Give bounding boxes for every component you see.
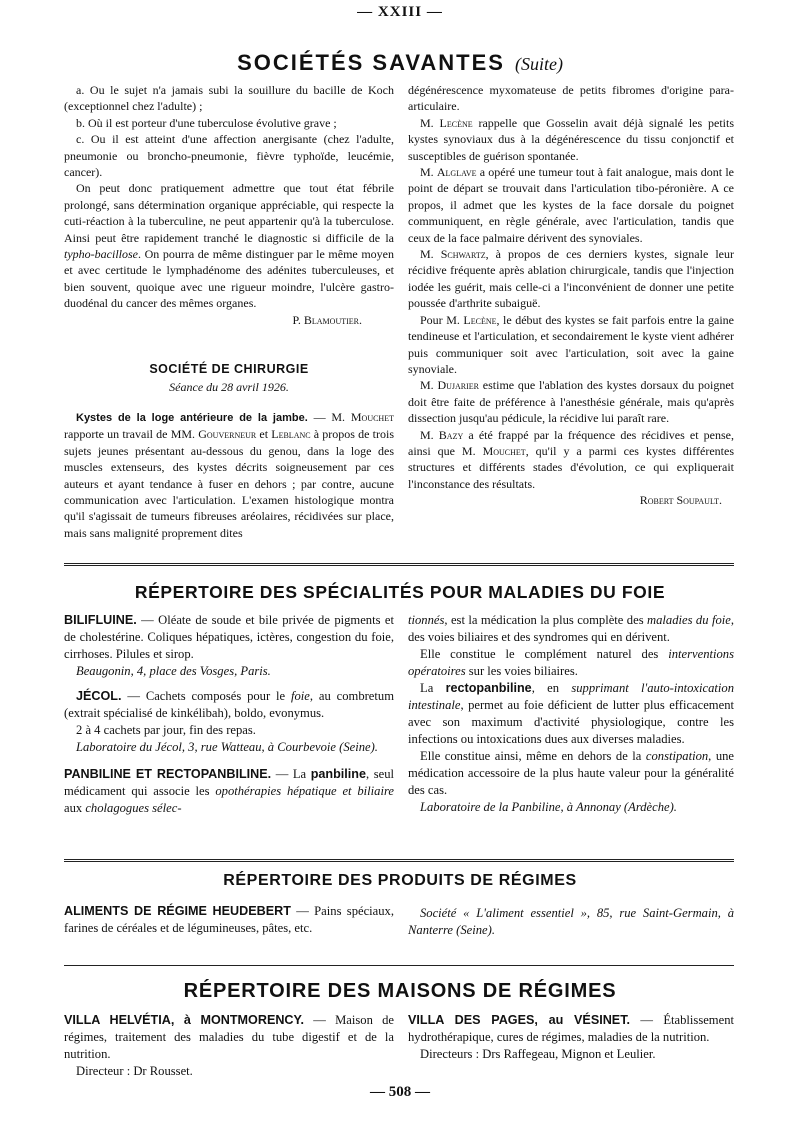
person-name: Mouchet xyxy=(350,410,394,424)
societes-title: SOCIÉTÉS SAVANTES xyxy=(237,50,505,75)
heudebert-address-block xyxy=(408,905,734,939)
text-run: — Pains spéciaux, farines de céréales et de légumineuses, pâtes, etc. xyxy=(64,904,394,935)
societes-suite: (Suite) xyxy=(514,54,563,74)
text-run: On peut donc pratiquement admettre que tout état fébrile prolongé, sans détermination organique appréciable, qui respecte la cuti-réaction à la tuberculine, ne peut appartenir qu'à la tuberculose. Ainsi peut être rapidement tranché le diagnostic si difficile de la xyxy=(64,181,394,245)
text-run: — Établissement hydrothérapique, cures de régimes, maladies de la nutrition. xyxy=(408,1013,734,1044)
bazy-paragraph xyxy=(408,427,734,493)
text-run: et xyxy=(256,427,272,442)
person-name: Dujarier xyxy=(437,378,480,393)
tuberculose-paragraph xyxy=(64,180,394,311)
text-run: aux xyxy=(64,801,86,815)
text-run: cholagogues sélec- xyxy=(85,801,182,815)
product-name: PANBILINE ET RECTOPANBILINE. xyxy=(64,767,272,781)
pages-entry xyxy=(408,1012,734,1063)
jecol-entry xyxy=(64,688,394,722)
text-run: — M. xyxy=(307,410,351,424)
product-name: BILIFLUINE. xyxy=(64,613,137,627)
person-name: Mouchet xyxy=(482,443,526,458)
text-run: , permet au foie déficient de lutter plus efficacement avec son maximum d'activité physiologique, contre les infections ou intoxications dues aux diverses maladies. xyxy=(408,698,734,746)
text-run: , des voies biliaires et des syndromes qui en dérivent. xyxy=(408,613,734,644)
text-run: a opéré une tumeur tout à fait analogue, mais dont le point de départ se trouvait dans l'articulation tibo-péronière. A ce propos, il admet que les kystes de la face dorsale du poignet communiquent, en règle générale, avec l'articulation, tandis que ceux de la face palmaire dérivent des synoviales. xyxy=(408,165,734,245)
pour-lecene-paragraph xyxy=(408,312,734,378)
page-number: — 508 — xyxy=(370,1084,430,1100)
section-divider xyxy=(64,965,734,966)
text-run: , en xyxy=(531,681,572,695)
bilifluine-entry xyxy=(64,612,394,663)
person-name: Lecène xyxy=(463,312,497,327)
text-run: — Oléate de soude et bile privée de pigments et de cholestérine. Coliques hépatiques, ictères, congestion du foie, cirrhoses. Pilules et sirop. xyxy=(64,613,394,661)
schwartz-paragraph xyxy=(408,246,734,312)
text-run: estime que l'ablation des kystes dorsaux du poignet doit être faite de préférence à l'anesthésie générale, mais qu'après dissection jusqu'au pédicule, la récidive lui paraît rare. xyxy=(408,378,734,426)
text-run: rappelle que Gosselin avait déjà signalé les petits kystes synoviaux dus à la dégénérescence du tissu conjonctif et susceptibles de guérison spontanée. xyxy=(408,115,735,163)
text-run: , seul médicament qui associe les xyxy=(64,767,394,798)
bilifluine-address: Beaugonin, 4, place des Vosges, Paris. xyxy=(76,664,271,678)
item-a: a. Ou le sujet n'a jamais subi la souillure du bacille de Koch (exceptionnel chez l'adulte) ; xyxy=(64,83,394,114)
helvetia-director: Directeur : Dr Rousset. xyxy=(76,1064,193,1078)
text-run: , qu'il y a parmi ces kystes différentes structures et différents stades d'évolution, ce qui expliquerait l'inconstance des résultats. xyxy=(408,443,734,491)
text-run: , au combretum (extrait spécialisé de kinkélibah), boldo, evonymus. xyxy=(64,689,394,720)
person-name: Alglave xyxy=(436,165,477,180)
person-name: Schwartz xyxy=(440,247,486,262)
text-run: M. xyxy=(420,115,440,130)
chirurgie-title: SOCIÉTÉ DE CHIRURGIE xyxy=(149,362,309,376)
right-column-top xyxy=(408,82,734,509)
foie-left-column xyxy=(64,612,394,817)
text-run: , est la médication la plus complète des xyxy=(444,613,648,627)
text-run: rapporte un travail de MM. xyxy=(64,427,199,442)
text-run: M. xyxy=(420,247,441,262)
text-run: M. xyxy=(420,165,437,180)
pages-directors: Directeurs : Drs Raffegeau, Mignon et Leulier. xyxy=(420,1047,656,1061)
seance-date: Séance du 28 avril 1926. xyxy=(169,380,289,394)
item-b: b. Où il est porteur d'une tuberculose évolutive grave ; xyxy=(76,115,337,130)
text-run: , une médication accessoire de la plus haute valeur pour la généralité des cas. xyxy=(408,749,735,797)
continuation-text: dégénérescence myxomateuse de petits fibromes d'origine para-articulaire. xyxy=(408,83,734,114)
maisons-title: RÉPERTOIRE DES MAISONS DE RÉGIMES xyxy=(183,980,617,1002)
heudebert-address: Société « L'aliment essentiel », 85, rue Saint-Germain, à Nanterre (Seine). xyxy=(408,906,734,937)
person-name: Bazy xyxy=(438,427,464,442)
text-run: sur les voies biliaires. xyxy=(465,664,578,678)
text-run: M. xyxy=(420,378,438,393)
text-run: supprimant l'auto-intoxication intestinale xyxy=(408,681,734,712)
text-run: M. xyxy=(420,427,439,442)
text-run: Pour M. xyxy=(420,312,464,327)
person-name: Lecène xyxy=(439,115,473,130)
panbiline-address: Laboratoire de la Panbiline, à Annonay (Ardèche). xyxy=(420,800,677,814)
left-column-top xyxy=(64,82,394,328)
text-run: — Maison de régimes, traitement des maladies du tube digestif et de la nutrition. xyxy=(64,1013,394,1061)
text-run: Elle constitue le complément naturel des xyxy=(420,647,669,661)
helvetia-text xyxy=(64,1012,394,1063)
person-name: Gouverneur xyxy=(198,427,257,442)
jecol-address: Laboratoire du Jécol, 3, rue Watteau, à Courbevoie (Seine). xyxy=(76,740,378,754)
lecene-paragraph xyxy=(408,115,734,164)
text-run: constipation xyxy=(645,749,709,763)
establishment-name: VILLA DES PAGES, au VÉSINET. xyxy=(408,1013,631,1027)
establishment-name: VILLA HELVÉTIA, à MONTMORENCY. xyxy=(64,1013,305,1027)
dujarier-paragraph xyxy=(408,377,734,426)
product-name: ALIMENTS DE RÉGIME HEUDEBERT xyxy=(64,904,291,918)
helvetia-entry xyxy=(64,1012,394,1080)
produits-title: RÉPERTOIRE DES PRODUITS DE RÉGIMES xyxy=(223,872,577,889)
kystes-heading: Kystes de la loge antérieure de la jambe. xyxy=(76,412,308,424)
societes-heading xyxy=(0,50,800,76)
text-run: — Cachets composés pour le xyxy=(121,689,291,703)
panbiline-complement xyxy=(408,646,734,680)
text-run: — La xyxy=(271,767,311,781)
foie-right-column xyxy=(408,612,734,816)
person-name: Leblanc xyxy=(271,427,311,442)
text-run: a été frappé par la fréquence des récidives et pense, ainsi que M. xyxy=(408,427,734,458)
section-divider xyxy=(64,859,734,862)
text-run: opothérapies hépatique et biliaire xyxy=(215,784,394,798)
heudebert-text xyxy=(64,903,394,937)
text-run: tionnés xyxy=(408,613,445,627)
product-name: rectopanbiline xyxy=(445,681,532,695)
text-run: foie xyxy=(290,689,310,703)
text-run: à propos de trois sujets jeunes présentant au-dessous du genou, dans la loge des muscles extenseurs, des kystes décrits soigneusement par ces auteurs et ayant tendance à fuser en dehors ; par contre, aucune communication avec l'articulation. L'examen histologique montra qu'il s'agissait de tumeurs fibreuses aréolaires, récidivées sur place, mais sans malignité proprement dites xyxy=(64,427,394,540)
chirurgie-section xyxy=(64,362,394,541)
jecol-dosage: 2 à 4 cachets par jour, fin des repas. xyxy=(76,723,256,737)
panbiline-entry xyxy=(64,766,394,817)
text-run: , à propos de ces derniers kystes, signale leur récidive fréquente après ablation chirurgicale, tandis que l'injection iodée les guérit, mais celle-ci a l'inconvénient de donner une petite poussée d'arthrite subaiguë. xyxy=(408,247,735,311)
section-divider xyxy=(64,563,734,566)
panbiline-constipation xyxy=(408,748,734,799)
signature-blamoutier: P. Blamoutier. xyxy=(292,312,362,327)
rectopanbiline-paragraph xyxy=(408,680,734,748)
page-roman-numeral: — XXIII — xyxy=(357,4,443,20)
product-name: JÉCOL. xyxy=(76,689,122,703)
text-run: typho-bacillose xyxy=(64,247,138,262)
text-run: . On pourra de même distinguer par le même moyen et avec certitude le lymphadénome des adénites tuberculeuses, et bien souvent, quoique avec une rigueur moindre, l'ulcère gastro-duodénal du cancer des mêmes organes. xyxy=(64,247,394,311)
signature-soupault: Robert Soupault. xyxy=(639,493,722,508)
text-run: maladies du foie xyxy=(647,613,731,627)
foie-title: RÉPERTOIRE DES SPÉCIALITÉS POUR MALADIES DU FOIE xyxy=(134,582,666,602)
text-run: , le début des kystes se fait parfois entre la gaine tendineuse et l'articulation, et secondairement le kyste vient adhérer puis communiquer soit avec l'articulation, soit avec la gaine synoviale. xyxy=(408,312,734,376)
text-run: Elle constitue ainsi, même en dehors de la xyxy=(420,749,646,763)
pages-text xyxy=(408,1012,734,1046)
heudebert-entry xyxy=(64,903,394,937)
kystes-paragraph xyxy=(64,409,394,541)
text-run: La xyxy=(420,681,446,695)
product-name: panbiline xyxy=(310,767,366,781)
panbiline-continuation xyxy=(408,612,734,646)
text-run: interventions opératoires xyxy=(408,647,734,678)
item-c: c. Ou il est atteint d'une affection anergisante (chez l'adulte, pneumonie ou broncho-pneumonie, fièvre typhoïde, leucémie, cancer). xyxy=(64,132,394,180)
alglave-paragraph xyxy=(408,164,734,246)
